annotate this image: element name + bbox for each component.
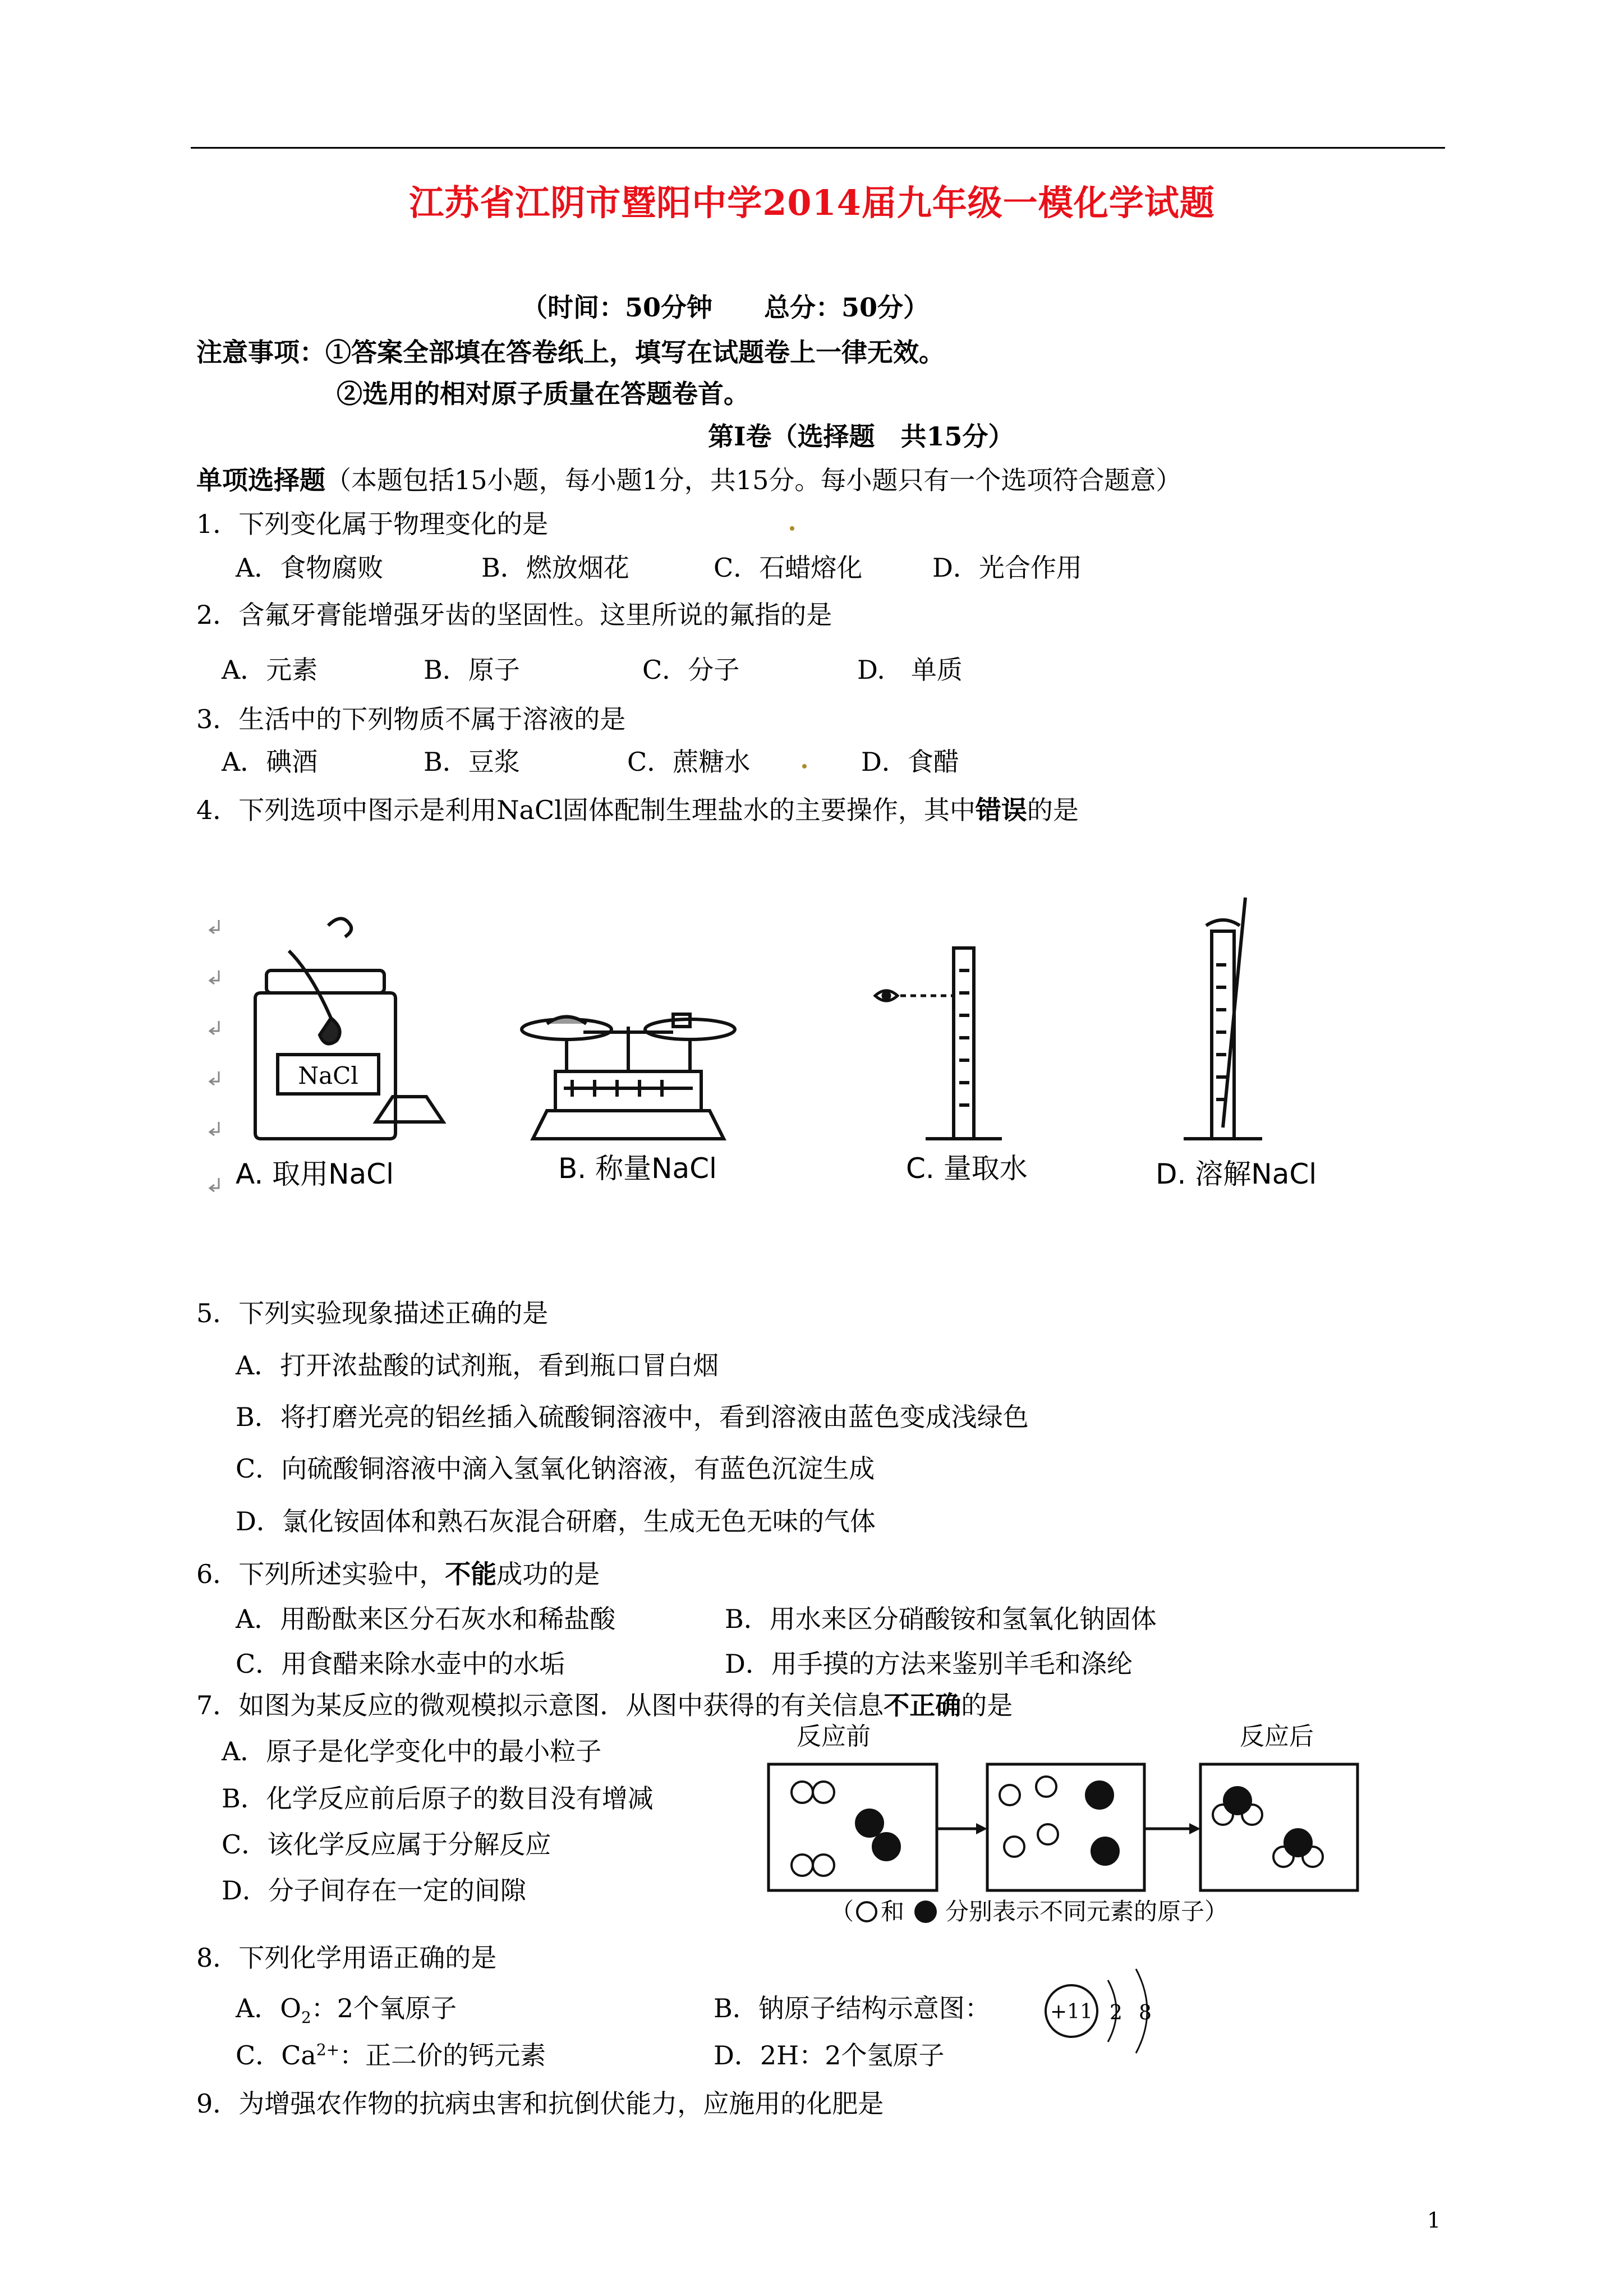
q1-option-a: A．食物腐败 — [236, 553, 384, 583]
q6-option-b: B．用水来区分硝酸铵和氢氧化钠固体 — [725, 1604, 1157, 1634]
q2-stem: 2．含氟牙膏能增强牙齿的坚固性。这里所说的氟指的是 — [196, 600, 832, 630]
fig-b-label: B. 称量NaCl — [558, 1152, 717, 1185]
q5-option-d: D．氯化铵固体和熟石灰混合研磨，生成无色无味的气体 — [236, 1506, 876, 1536]
section-heading: 第Ⅰ卷（选择题 共15分） — [708, 421, 1014, 452]
instructions-rest: （本题包括15小题，每小题1分，共15分。每小题只有一个选项符合题意） — [325, 465, 1182, 495]
q4-stem — [196, 790, 1079, 827]
eye-icon — [875, 991, 954, 1001]
q8-option-c — [236, 2035, 546, 2072]
stray-dot — [790, 526, 794, 531]
fig-a-label: A. 取用NaCl — [236, 1158, 394, 1190]
white-atom-icon — [857, 1902, 876, 1921]
q8-option-d: D．2H：2个氢原子 — [714, 2040, 945, 2070]
page-title: 江苏省江阴市暨阳中学2014届九年级一模化学试题 — [409, 182, 1215, 223]
q2-option-c: C．分子 — [642, 655, 740, 685]
q6-option-a: A．用酚酞来区分石灰水和稀盐酸 — [236, 1604, 616, 1634]
bottle-stopper-icon — [376, 1097, 443, 1122]
q7-stem-bold: 不正确 — [884, 1690, 961, 1720]
reaction-diagram — [763, 1717, 1363, 1930]
q2-option-d: D. 单质 — [857, 655, 963, 685]
q6-stem — [196, 1554, 600, 1591]
fig-d-label: D. 溶解NaCl — [1156, 1158, 1317, 1190]
q7-option-d: D．分子间存在一定的间隙 — [222, 1875, 526, 1906]
nucleus-charge: +11 — [1050, 2000, 1093, 2023]
q5-option-a: A．打开浓盐酸的试剂瓶，看到瓶口冒白烟 — [236, 1350, 719, 1381]
q6-stem-bold: 不能 — [445, 1559, 497, 1589]
middle-box — [987, 1764, 1144, 1890]
shell-1-electrons: 2 — [1110, 2001, 1122, 2024]
q1-option-d: D．光合作用 — [932, 553, 1082, 583]
q8-c-post: ：正二价的钙元素 — [339, 2040, 546, 2070]
q3-option-b: B．豆浆 — [424, 747, 520, 777]
before-label: 反应前 — [797, 1722, 871, 1751]
q7-option-b: B．化学反应前后原子的数目没有增减 — [222, 1783, 654, 1814]
q8-stem: 8．下列化学用语正确的是 — [196, 1943, 497, 1973]
q9-stem: 9．为增强农作物的抗病虫害和抗倒伏能力，应施用的化肥是 — [196, 2088, 884, 2119]
paragraph-marks — [210, 920, 219, 1191]
q2-option-a: A．元素 — [222, 655, 318, 685]
black-atom-icon — [914, 1901, 937, 1923]
q8-c-sup: 2+ — [316, 2040, 340, 2059]
q4-figure — [202, 886, 1380, 1223]
q4-stem-post: 的是 — [1027, 795, 1079, 825]
q6-option-d: D．用手摸的方法来鉴别羊毛和涤纶 — [725, 1649, 1133, 1679]
q1-stem: 1．下列变化属于物理变化的是 — [196, 509, 549, 539]
q6-stem-pre: 6．下列所述实验中， — [196, 1559, 445, 1589]
q8-c-pre: C．Ca — [236, 2040, 316, 2070]
q6-stem-post: 成功的是 — [496, 1559, 600, 1589]
jar-label: NaCl — [298, 1062, 358, 1089]
q6-option-c: C．用食醋来除水壶中的水垢 — [236, 1649, 565, 1679]
q5-option-c: C．向硫酸铜溶液中滴入氢氧化钠溶液，有蓝色沉淀生成 — [236, 1453, 875, 1484]
page-number: 1 — [1427, 2208, 1441, 2233]
q2-option-b: B．原子 — [424, 655, 520, 685]
q1-option-b: B．燃放烟花 — [481, 553, 629, 583]
q7-option-a: A．原子是化学变化中的最小粒子 — [222, 1736, 602, 1766]
q8-a-pre: A．O — [236, 1993, 301, 2023]
q5-option-b: B．将打磨光亮的铝丝插入硫酸铜溶液中，看到溶液由蓝色变成浅绿色 — [236, 1402, 1029, 1432]
balance-icon — [522, 1014, 735, 1139]
q7-stem-post: 的是 — [961, 1690, 1013, 1720]
q4-stem-bold: 错误 — [975, 795, 1027, 825]
graduated-cylinder-icon — [926, 948, 1002, 1139]
stray-dot — [802, 764, 807, 769]
q8-option-b: B．钠原子结构示意图： — [714, 1993, 991, 2023]
notice-1: 注意事项：①答案全部填在答卷纸上，填写在试题卷上一律无效。 — [196, 337, 945, 367]
dissolving-cylinder-icon — [1184, 898, 1262, 1139]
q7-option-c: C．该化学反应属于分解反应 — [222, 1829, 551, 1860]
legend-and: 和 — [881, 1898, 905, 1925]
after-label: 反应后 — [1240, 1722, 1314, 1751]
q3-option-c: C．蔗糖水 — [627, 747, 751, 777]
q7-stem-pre: 7．如图为某反应的微观模拟示意图．从图中获得的有关信息 — [196, 1690, 884, 1720]
q8-option-a — [236, 1988, 457, 2027]
instructions — [196, 460, 1181, 497]
q3-stem: 3．生活中的下列物质不属于溶液的是 — [196, 704, 626, 734]
reagent-jar-icon — [255, 919, 395, 1139]
q3-option-d: D．食醋 — [861, 747, 959, 777]
shell-2-electrons: 8 — [1139, 2001, 1152, 2024]
legend-text: 分别表示不同元素的原子） — [945, 1898, 1229, 1925]
notice-2: ②选用的相对原子质量在答题卷首。 — [337, 379, 749, 409]
legend-open: （ — [830, 1898, 854, 1925]
header-rule — [191, 147, 1445, 149]
q4-stem-pre: 4．下列选项中图示是利用NaCl固体配制生理盐水的主要操作，其中 — [196, 795, 976, 825]
q1-option-c: C．石蜡熔化 — [714, 553, 863, 583]
q8-a-post: ：2个氧原子 — [311, 1993, 457, 2023]
sodium-atom-diagram — [1032, 1963, 1178, 2076]
q3-option-a: A．碘酒 — [222, 747, 318, 777]
q8-a-sub: 2 — [301, 2008, 311, 2027]
after-box — [1200, 1764, 1358, 1890]
instructions-bold: 单项选择题 — [196, 465, 325, 495]
fig-c-label: C. 量取水 — [906, 1152, 1028, 1185]
exam-time: （时间：50分钟 总分：50分） — [522, 292, 930, 323]
q5-stem: 5．下列实验现象描述正确的是 — [196, 1298, 549, 1328]
